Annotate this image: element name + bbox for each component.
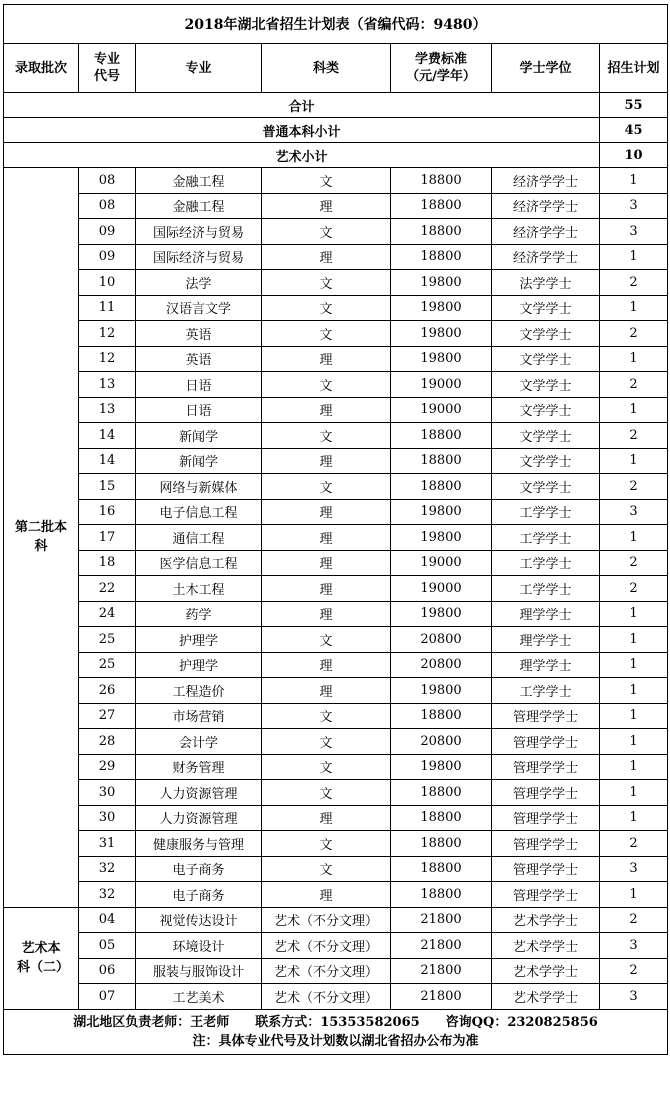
cell-subject: 理 [262, 448, 391, 474]
cell-fee: 19800 [391, 321, 492, 347]
summary-row-regular [4, 118, 668, 143]
cell-plan: 1 [600, 627, 668, 653]
cell-code: 27 [79, 703, 136, 729]
cell-degree: 文学学士 [492, 372, 600, 398]
cell-plan: 2 [600, 831, 668, 857]
cell-major: 护理学 [136, 652, 262, 678]
cell-code: 06 [79, 958, 136, 984]
cell-code: 13 [79, 397, 136, 423]
cell-fee: 20800 [391, 652, 492, 678]
batch-label: 艺术本科（二） [17, 941, 70, 975]
cell-degree: 经济学学士 [492, 219, 600, 245]
summary-row-art [4, 143, 668, 168]
footer-cell [4, 1009, 668, 1054]
cell-subject: 文 [262, 168, 391, 194]
table-row [4, 346, 668, 372]
cell-fee: 20800 [391, 627, 492, 653]
table-row [4, 805, 668, 831]
table-row [4, 627, 668, 653]
cell-code: 22 [79, 576, 136, 602]
cell-degree: 工学学士 [492, 525, 600, 551]
table-row [4, 295, 668, 321]
cell-subject: 文 [262, 295, 391, 321]
cell-code: 26 [79, 678, 136, 704]
cell-subject: 理 [262, 678, 391, 704]
header-batch: 录取批次 [4, 44, 79, 93]
table-row [4, 550, 668, 576]
summary-label: 普通本科小计 [4, 118, 600, 143]
cell-fee: 18800 [391, 219, 492, 245]
table-row [4, 984, 668, 1010]
cell-fee: 19800 [391, 270, 492, 296]
cell-major: 汉语言文学 [136, 295, 262, 321]
summary-value: 10 [600, 143, 668, 168]
cell-plan: 3 [600, 499, 668, 525]
cell-plan: 1 [600, 678, 668, 704]
cell-subject: 理 [262, 805, 391, 831]
cell-degree: 文学学士 [492, 321, 600, 347]
cell-plan: 1 [600, 601, 668, 627]
cell-degree: 经济学学士 [492, 168, 600, 194]
cell-degree: 管理学学士 [492, 856, 600, 882]
table-title: 2018年湖北省招生计划表（省编代码：9480） [4, 5, 668, 44]
cell-code: 25 [79, 652, 136, 678]
table-row [4, 474, 668, 500]
cell-plan: 2 [600, 474, 668, 500]
cell-major: 会计学 [136, 729, 262, 755]
cell-subject: 文 [262, 627, 391, 653]
cell-subject: 理 [262, 346, 391, 372]
cell-code: 24 [79, 601, 136, 627]
table-row [4, 703, 668, 729]
header-subject: 科类 [262, 44, 391, 93]
cell-major: 医学信息工程 [136, 550, 262, 576]
cell-degree: 理学学士 [492, 627, 600, 653]
cell-plan: 3 [600, 984, 668, 1010]
cell-subject: 文 [262, 372, 391, 398]
table-row [4, 652, 668, 678]
cell-degree: 管理学学士 [492, 703, 600, 729]
cell-major: 电子信息工程 [136, 499, 262, 525]
cell-fee: 19000 [391, 576, 492, 602]
cell-major: 日语 [136, 372, 262, 398]
cell-fee: 19800 [391, 678, 492, 704]
header-plan: 招生计划 [600, 44, 668, 93]
cell-code: 32 [79, 882, 136, 908]
cell-degree: 理学学士 [492, 601, 600, 627]
table-row [4, 576, 668, 602]
table-row [4, 933, 668, 959]
table-row [4, 397, 668, 423]
cell-code: 10 [79, 270, 136, 296]
cell-subject: 文 [262, 754, 391, 780]
cell-plan: 1 [600, 244, 668, 270]
cell-code: 25 [79, 627, 136, 653]
cell-plan: 2 [600, 958, 668, 984]
cell-fee: 19800 [391, 601, 492, 627]
cell-code: 11 [79, 295, 136, 321]
cell-code: 14 [79, 448, 136, 474]
cell-plan: 2 [600, 423, 668, 449]
cell-code: 15 [79, 474, 136, 500]
table-row [4, 907, 668, 933]
cell-code: 05 [79, 933, 136, 959]
cell-major: 网络与新媒体 [136, 474, 262, 500]
cell-fee: 19800 [391, 754, 492, 780]
cell-code: 13 [79, 372, 136, 398]
cell-major: 视觉传达设计 [136, 907, 262, 933]
cell-code: 31 [79, 831, 136, 857]
cell-major: 英语 [136, 346, 262, 372]
admission-plan-table [3, 4, 668, 1055]
cell-code: 07 [79, 984, 136, 1010]
cell-degree: 工学学士 [492, 678, 600, 704]
cell-major: 金融工程 [136, 168, 262, 194]
batch-label: 第二批本科 [14, 520, 67, 555]
cell-fee: 19800 [391, 346, 492, 372]
cell-fee: 20800 [391, 729, 492, 755]
table-row [4, 244, 668, 270]
cell-code: 04 [79, 907, 136, 933]
cell-fee: 19000 [391, 550, 492, 576]
cell-fee: 19800 [391, 499, 492, 525]
cell-code: 32 [79, 856, 136, 882]
cell-major: 人力资源管理 [136, 805, 262, 831]
cell-degree: 工学学士 [492, 550, 600, 576]
cell-plan: 1 [600, 295, 668, 321]
cell-plan: 2 [600, 372, 668, 398]
cell-plan: 1 [600, 703, 668, 729]
header-fee-text: 学费标准（元/学年） [406, 52, 476, 84]
cell-degree: 管理学学士 [492, 780, 600, 806]
batch-cell [4, 907, 79, 1009]
cell-code: 30 [79, 805, 136, 831]
cell-plan: 1 [600, 882, 668, 908]
cell-major: 财务管理 [136, 754, 262, 780]
summary-row-total [4, 93, 668, 118]
summary-label: 合计 [4, 93, 600, 118]
cell-major: 英语 [136, 321, 262, 347]
table-row [4, 780, 668, 806]
cell-degree: 工学学士 [492, 499, 600, 525]
cell-plan: 1 [600, 168, 668, 194]
cell-subject: 艺术（不分文理） [262, 907, 391, 933]
cell-plan: 1 [600, 346, 668, 372]
table-row [4, 372, 668, 398]
table-row [4, 270, 668, 296]
footer-contact: 湖北地区负责老师：王老师 联系方式：15353582065 咨询QQ：2320825856 [73, 1014, 598, 1030]
cell-plan: 2 [600, 550, 668, 576]
cell-major: 环境设计 [136, 933, 262, 959]
cell-plan: 3 [600, 856, 668, 882]
header-code-text: 专业代号 [93, 52, 120, 84]
cell-degree: 管理学学士 [492, 729, 600, 755]
cell-fee: 18800 [391, 805, 492, 831]
cell-major: 药学 [136, 601, 262, 627]
cell-subject: 文 [262, 321, 391, 347]
cell-major: 市场营销 [136, 703, 262, 729]
cell-code: 09 [79, 244, 136, 270]
cell-code: 09 [79, 219, 136, 245]
cell-major: 日语 [136, 397, 262, 423]
cell-fee: 18800 [391, 703, 492, 729]
cell-degree: 管理学学士 [492, 805, 600, 831]
cell-major: 通信工程 [136, 525, 262, 551]
cell-subject: 艺术（不分文理） [262, 958, 391, 984]
cell-degree: 理学学士 [492, 652, 600, 678]
cell-fee: 18800 [391, 882, 492, 908]
cell-plan: 1 [600, 729, 668, 755]
cell-subject: 艺术（不分文理） [262, 933, 391, 959]
cell-subject: 文 [262, 780, 391, 806]
cell-major: 国际经济与贸易 [136, 219, 262, 245]
table-row [4, 219, 668, 245]
cell-degree: 艺术学学士 [492, 933, 600, 959]
cell-fee: 19000 [391, 372, 492, 398]
header-code [79, 44, 136, 93]
cell-plan: 1 [600, 754, 668, 780]
cell-subject: 理 [262, 601, 391, 627]
cell-plan: 3 [600, 193, 668, 219]
summary-value: 55 [600, 93, 668, 118]
cell-major: 电子商务 [136, 856, 262, 882]
cell-plan: 3 [600, 219, 668, 245]
footer-note: 注：具体专业代号及计划数以湖北省招办公布为准 [192, 1033, 479, 1049]
cell-degree: 文学学士 [492, 295, 600, 321]
cell-code: 12 [79, 321, 136, 347]
cell-fee: 21800 [391, 958, 492, 984]
cell-major: 电子商务 [136, 882, 262, 908]
cell-degree: 艺术学学士 [492, 984, 600, 1010]
header-major: 专业 [136, 44, 262, 93]
cell-subject: 理 [262, 193, 391, 219]
cell-fee: 18800 [391, 780, 492, 806]
cell-code: 16 [79, 499, 136, 525]
table-row [4, 754, 668, 780]
cell-fee: 18800 [391, 856, 492, 882]
cell-fee: 21800 [391, 907, 492, 933]
cell-degree: 文学学士 [492, 448, 600, 474]
cell-fee: 18800 [391, 168, 492, 194]
cell-plan: 1 [600, 780, 668, 806]
cell-major: 新闻学 [136, 448, 262, 474]
cell-code: 12 [79, 346, 136, 372]
cell-degree: 管理学学士 [492, 831, 600, 857]
cell-code: 30 [79, 780, 136, 806]
table-row [4, 958, 668, 984]
cell-major: 国际经济与贸易 [136, 244, 262, 270]
table-row [4, 678, 668, 704]
cell-degree: 艺术学学士 [492, 958, 600, 984]
cell-major: 服装与服饰设计 [136, 958, 262, 984]
table-row [4, 856, 668, 882]
table-row [4, 168, 668, 194]
cell-plan: 1 [600, 525, 668, 551]
cell-degree: 经济学学士 [492, 193, 600, 219]
cell-subject: 理 [262, 525, 391, 551]
cell-major: 护理学 [136, 627, 262, 653]
cell-code: 14 [79, 423, 136, 449]
cell-plan: 2 [600, 321, 668, 347]
cell-plan: 2 [600, 270, 668, 296]
cell-degree: 艺术学学士 [492, 907, 600, 933]
cell-subject: 文 [262, 729, 391, 755]
table-row [4, 448, 668, 474]
cell-subject: 文 [262, 219, 391, 245]
table-row [4, 601, 668, 627]
cell-subject: 理 [262, 499, 391, 525]
cell-fee: 18800 [391, 244, 492, 270]
cell-fee: 18800 [391, 474, 492, 500]
cell-code: 18 [79, 550, 136, 576]
cell-plan: 2 [600, 576, 668, 602]
cell-subject: 艺术（不分文理） [262, 984, 391, 1010]
cell-fee: 18800 [391, 423, 492, 449]
cell-subject: 文 [262, 270, 391, 296]
cell-major: 工程造价 [136, 678, 262, 704]
cell-degree: 管理学学士 [492, 754, 600, 780]
cell-fee: 18800 [391, 448, 492, 474]
cell-code: 08 [79, 168, 136, 194]
cell-degree: 工学学士 [492, 576, 600, 602]
summary-value: 45 [600, 118, 668, 143]
cell-major: 土木工程 [136, 576, 262, 602]
admission-plan-sheet [3, 4, 668, 1055]
header-fee [391, 44, 492, 93]
table-row [4, 321, 668, 347]
cell-degree: 法学学士 [492, 270, 600, 296]
cell-plan: 1 [600, 397, 668, 423]
cell-code: 29 [79, 754, 136, 780]
cell-major: 工艺美术 [136, 984, 262, 1010]
cell-subject: 文 [262, 423, 391, 449]
cell-fee: 21800 [391, 984, 492, 1010]
batch-cell [4, 168, 79, 908]
table-row [4, 525, 668, 551]
cell-fee: 21800 [391, 933, 492, 959]
header-degree: 学士学位 [492, 44, 600, 93]
table-row [4, 499, 668, 525]
table-row [4, 193, 668, 219]
cell-subject: 理 [262, 882, 391, 908]
cell-degree: 经济学学士 [492, 244, 600, 270]
cell-subject: 文 [262, 831, 391, 857]
cell-plan: 1 [600, 652, 668, 678]
cell-subject: 理 [262, 244, 391, 270]
cell-degree: 文学学士 [492, 346, 600, 372]
cell-fee: 18800 [391, 193, 492, 219]
cell-plan: 1 [600, 448, 668, 474]
table-row [4, 423, 668, 449]
cell-major: 新闻学 [136, 423, 262, 449]
cell-subject: 理 [262, 550, 391, 576]
cell-major: 金融工程 [136, 193, 262, 219]
cell-code: 17 [79, 525, 136, 551]
cell-degree: 管理学学士 [492, 882, 600, 908]
cell-major: 人力资源管理 [136, 780, 262, 806]
table-row [4, 882, 668, 908]
table-row [4, 831, 668, 857]
cell-degree: 文学学士 [492, 423, 600, 449]
cell-code: 28 [79, 729, 136, 755]
cell-plan: 1 [600, 805, 668, 831]
cell-plan: 3 [600, 933, 668, 959]
cell-degree: 文学学士 [492, 397, 600, 423]
cell-subject: 文 [262, 703, 391, 729]
table-row [4, 729, 668, 755]
cell-major: 健康服务与管理 [136, 831, 262, 857]
cell-plan: 2 [600, 907, 668, 933]
cell-subject: 理 [262, 652, 391, 678]
cell-fee: 19000 [391, 397, 492, 423]
cell-degree: 文学学士 [492, 474, 600, 500]
cell-fee: 18800 [391, 831, 492, 857]
cell-fee: 19800 [391, 295, 492, 321]
cell-subject: 文 [262, 856, 391, 882]
cell-subject: 理 [262, 576, 391, 602]
cell-subject: 文 [262, 474, 391, 500]
cell-subject: 理 [262, 397, 391, 423]
summary-label: 艺术小计 [4, 143, 600, 168]
cell-major: 法学 [136, 270, 262, 296]
cell-fee: 19800 [391, 525, 492, 551]
cell-code: 08 [79, 193, 136, 219]
